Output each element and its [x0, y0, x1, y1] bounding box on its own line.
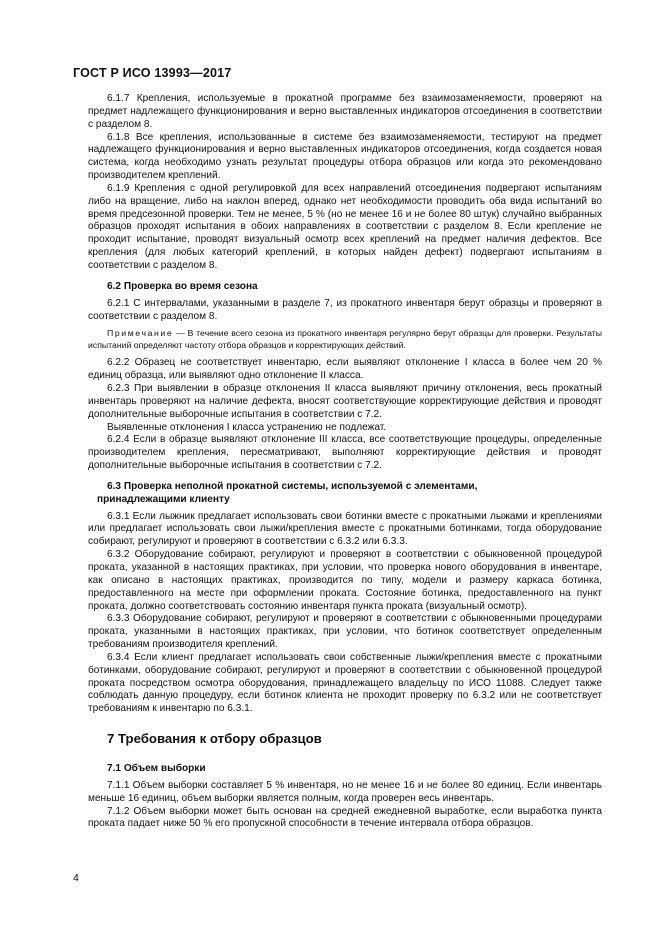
paragraph-6-2-3-continued: Выявленные отклонения I класса устранению не подлежат.	[107, 421, 387, 433]
paragraph-6-2-4: 6.2.4 Если в образце выявляют отклонение III класса, все соответствующие процедуры, определенные производителем крепления, пересматривают, выполняют корректирующие действия и проводят дополнительные выборочные испытания в соответствии с 7.2.	[88, 434, 602, 472]
section-heading-6-3	[88, 481, 602, 507]
paragraph-6-3-1: 6.3.1 Если лыжник предлагает использовать свои ботинки вместе с прокатными лыжами и креплениями или предлагает использовать свои лыжи/крепления вместе с прокатными ботинками, тогда оборудование собирают, регулируют и проверяют в соответствии с 6.3.2 или 6.3.3.	[88, 510, 602, 548]
page-number: 4	[73, 872, 79, 884]
paragraph-6-3-4: 6.3.4 Если клиент предлагает использовать свои собственные лыжи/крепления вместе с прокатными ботинками, оборудование собирают, регулируют и проверяют в соответствии с обыкновенной процедурой проката посредством осмотра оборудования, принадлежащего владельцу по ИСО 11088. Следует также соблюдать данную процедуру, если ботинок клиента не проходит проверку по 6.3.2 или не соответствует требованиям к инвентарю по 6.3.1.	[88, 651, 602, 715]
paragraph-6-2-3: 6.2.3 При выявлении в образце отклонения II класса выявляют причину отклонения, весь прокатный инвентарь проверяют на наличие дефекта, вносят соответствующие корректирующие действия и проводят дополнительные выборочные испытания в соответствии с 7.2.	[88, 383, 602, 420]
section-heading-6-3-line1: 6.3 Проверка неполной прокатной системы, используемой с элементами,	[107, 480, 478, 492]
document-body	[88, 93, 602, 831]
paragraph-6-1-9: 6.1.9 Крепления с одной регулировкой для всех направлений отсоединения подвергают испытаниям либо на вращение, либо на наклон вперед, однако нет необходимости проводить оба вида испытаний во время предсезонной проверки. Тем не менее, 5 % (но не менее 16 и не более 80 штук) случайно выбранных образцов проходят испытания в обоих направлениях в соответствии с разделом 8. Если крепление не проходит испытание, проводят визуальный осмотр всех креплений на предмет наличия дефектов. Все крепления (для любых категорий креплений, в которых найден дефект) подвергают испытаниям в соответствии с разделом 8.	[88, 182, 602, 271]
section-heading-6-3-line2: принадлежащими клиенту	[97, 493, 230, 505]
chapter-heading-7: 7 Требования к отбору образцов	[107, 731, 322, 747]
note-text: — В течение всего сезона из прокатного инвентаря регулярно берут образцы для проверки. Результаты испытаний определяют частоту отбора образцов и корректирующих действий.	[88, 328, 602, 350]
note-label: Примечание	[107, 328, 174, 339]
paragraph-6-2-1: 6.2.1 С интервалами, указанными в разделе 7, из прокатного инвентаря берут образцы и проверяют в соответствии с разделом 8.	[88, 297, 602, 322]
paragraph-7-1-2: 7.1.2 Объем выборки может быть основан на средней ежедневной выработке, если выработка пункта проката падает ниже 50 % его пропускной способности в течение интервала отбора образцов.	[88, 805, 602, 830]
section-heading-7-1: 7.1 Объем выборки	[107, 762, 206, 774]
paragraph-7-1-1: 7.1.1 Объем выборки составляет 5 % инвентаря, но не менее 16 и не более 80 единиц. Если инвентарь меньше 16 единиц, объем выборки является полным, когда проверен весь инвентарь.	[88, 779, 602, 804]
paragraph-6-1-8: 6.1.8 Все крепления, использованные в системе без взаимозаменяемости, тестируют на предмет надлежащего функционирования и верно выставленных индикаторов отсоединения, когда создается новая система, когда необходимо узнать результат процедуры отбора образцов или когда это рекомендовано производителем креплений.	[88, 131, 602, 182]
paragraph-6-3-3: 6.3.3 Оборудование собирают, регулируют и проверяют в соответствии с обыкновенными процедурами проката, указанными в настоящих практиках, при условии, что ботинок соответствует определенным требованиям производителя креплений.	[88, 613, 602, 651]
section-heading-6-2: 6.2 Проверка во время сезона	[107, 280, 258, 292]
document-header: ГОСТ Р ИСО 13993—2017	[73, 66, 232, 80]
paragraph-6-1-7: 6.1.7 Крепления, используемые в прокатной программе без взаимозаменяемости, проверяют на предмет надлежащего функционирования и верно выставленных индикаторов отсоединения в соответствии с разделом 8.	[88, 93, 602, 130]
note	[88, 328, 602, 351]
paragraph-6-3-2: 6.3.2 Оборудование собирают, регулируют и проверяют в соответствии с обыкновенной процедурой проката, указанной в настоящих практиках, при условии, что проверка нового оборудования в инвентаре, как описано в настоящих практиках, производится по типу, модели и размеру каркаса ботинка, предоставленного на месте при оформлении проката. Состояние ботинка, предоставленного на пункт проката, должно соответствовать состоянию инвентаря пункта проката (визуальный осмотр).	[88, 549, 602, 612]
paragraph-6-2-2: 6.2.2 Образец не соответствует инвентарю, если выявляют отклонение I класса в более чем 20 % единиц образца, или выявляют одно отклонение II класса.	[88, 357, 602, 382]
